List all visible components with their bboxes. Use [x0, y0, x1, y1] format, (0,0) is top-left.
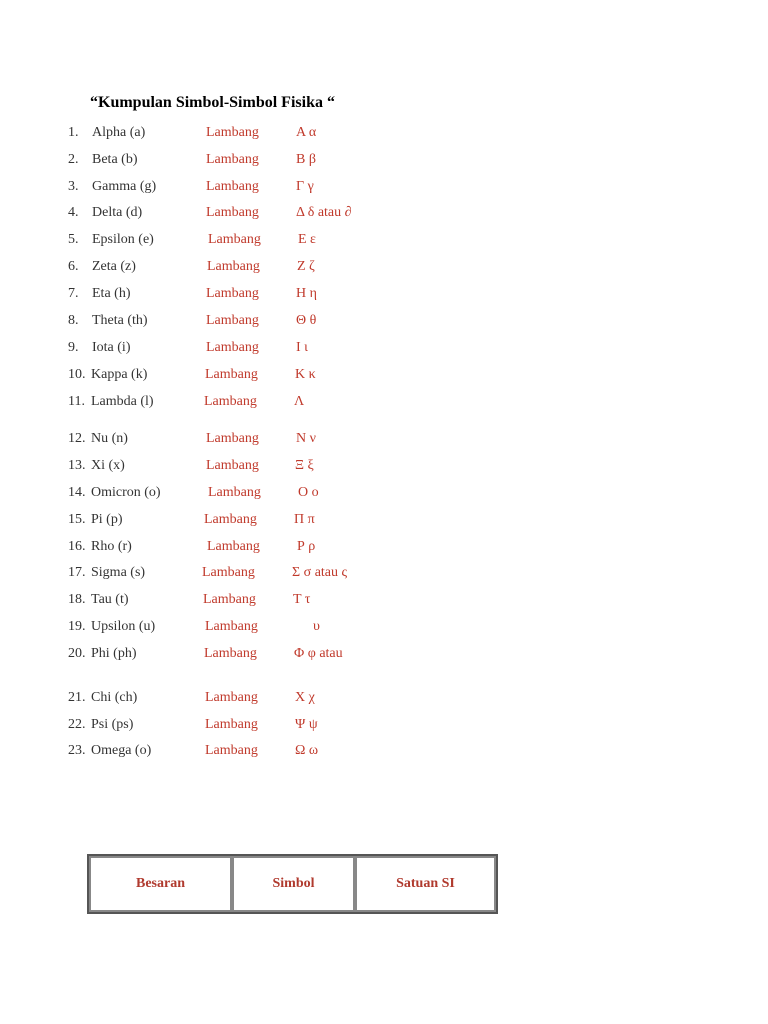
- lambang-label: Lambang: [204, 512, 257, 527]
- letter-name: Gamma (g): [92, 179, 157, 194]
- item-number: 10.: [68, 367, 86, 382]
- lambang-label: Lambang: [206, 458, 259, 473]
- item-number: 20.: [68, 646, 86, 661]
- letter-name: Xi (x): [91, 458, 125, 473]
- list-item: [0, 539, 500, 559]
- letter-name: Nu (n): [91, 431, 128, 446]
- item-number: 18.: [68, 592, 86, 607]
- page-title: “Kumpulan Simbol-Simbol Fisika “: [90, 94, 335, 111]
- greek-symbol: Ω ω: [295, 743, 319, 758]
- lambang-label: Lambang: [206, 340, 259, 355]
- letter-name: Phi (ph): [91, 646, 137, 661]
- letter-name: Chi (ch): [91, 690, 138, 705]
- item-number: 7.: [68, 286, 79, 301]
- item-number: 6.: [68, 259, 79, 274]
- lambang-label: Lambang: [204, 394, 257, 409]
- greek-symbol: Ξ ξ: [295, 458, 314, 473]
- item-number: 14.: [68, 485, 86, 500]
- item-number: 15.: [68, 512, 86, 527]
- list-item: [0, 458, 500, 478]
- greek-symbol: Λ: [294, 394, 305, 409]
- lambang-label: Lambang: [206, 313, 259, 328]
- letter-name: Omicron (o): [91, 485, 161, 500]
- item-number: 21.: [68, 690, 86, 705]
- greek-symbol: Χ χ: [295, 690, 315, 705]
- item-number: 4.: [68, 205, 79, 220]
- greek-symbol: Ι ι: [296, 340, 308, 355]
- list-item: [0, 394, 500, 414]
- list-item: [0, 232, 500, 252]
- greek-symbol: Β β: [296, 152, 316, 167]
- list-item: [0, 152, 500, 172]
- letter-name: Sigma (s): [91, 565, 146, 580]
- lambang-label: Lambang: [206, 205, 259, 220]
- list-item: [0, 431, 500, 451]
- item-number: 12.: [68, 431, 86, 446]
- list-item: [0, 367, 500, 387]
- greek-symbol: Η η: [296, 286, 317, 301]
- list-item: [0, 125, 500, 145]
- greek-symbol: Ρ ρ: [297, 539, 316, 554]
- item-number: 1.: [68, 125, 79, 140]
- greek-symbol: Ν ν: [296, 431, 316, 446]
- list-item: [0, 512, 500, 532]
- lambang-label: Lambang: [207, 259, 260, 274]
- letter-name: Upsilon (u): [91, 619, 156, 634]
- greek-symbol: Ε ε: [298, 232, 316, 247]
- list-item: [0, 485, 500, 505]
- lambang-label: Lambang: [207, 539, 260, 554]
- greek-symbol: Γ γ: [296, 179, 314, 194]
- letter-name: Eta (h): [92, 286, 131, 301]
- lambang-label: Lambang: [204, 646, 257, 661]
- lambang-label: Lambang: [205, 619, 258, 634]
- list-item: [0, 259, 500, 279]
- item-number: 16.: [68, 539, 86, 554]
- lambang-label: Lambang: [206, 179, 259, 194]
- si-units-table: [87, 854, 498, 914]
- letter-name: Epsilon (e): [92, 232, 154, 247]
- greek-symbol: Θ θ: [296, 313, 317, 328]
- column-header-besaran: Besaran: [89, 856, 232, 912]
- list-item: [0, 592, 500, 612]
- list-item: [0, 179, 500, 199]
- letter-name: Pi (p): [91, 512, 123, 527]
- letter-name: Psi (ps): [91, 717, 134, 732]
- letter-name: Kappa (k): [91, 367, 148, 382]
- greek-symbol: Φ φ atau: [294, 646, 343, 661]
- lambang-label: Lambang: [206, 152, 259, 167]
- lambang-label: Lambang: [208, 232, 261, 247]
- list-item: [0, 340, 500, 360]
- lambang-label: Lambang: [205, 367, 258, 382]
- item-number: 3.: [68, 179, 79, 194]
- lambang-label: Lambang: [208, 485, 261, 500]
- greek-symbol: Κ κ: [295, 367, 316, 382]
- lambang-label: Lambang: [206, 431, 259, 446]
- column-header-simbol: Simbol: [232, 856, 355, 912]
- list-item: [0, 565, 500, 585]
- letter-name: Lambda (l): [91, 394, 154, 409]
- greek-symbol: Π π: [294, 512, 315, 527]
- lambang-label: Lambang: [205, 690, 258, 705]
- greek-symbol: υ: [313, 619, 320, 634]
- letter-name: Rho (r): [91, 539, 132, 554]
- list-item: [0, 646, 500, 666]
- item-number: 17.: [68, 565, 86, 580]
- lambang-label: Lambang: [203, 592, 256, 607]
- item-number: 5.: [68, 232, 79, 247]
- list-item: [0, 313, 500, 333]
- list-item: [0, 205, 500, 225]
- item-number: 2.: [68, 152, 79, 167]
- greek-symbol: Ψ ψ: [295, 717, 318, 732]
- list-item: [0, 286, 500, 306]
- letter-name: Omega (o): [91, 743, 152, 758]
- item-number: 22.: [68, 717, 86, 732]
- lambang-label: Lambang: [205, 743, 258, 758]
- lambang-label: Lambang: [205, 717, 258, 732]
- table-header-row: [89, 856, 496, 912]
- lambang-label: Lambang: [206, 286, 259, 301]
- letter-name: Delta (d): [92, 205, 143, 220]
- list-item: [0, 717, 500, 737]
- letter-name: Theta (th): [92, 313, 148, 328]
- list-item: [0, 690, 500, 710]
- si-units-table-wrapper: [87, 854, 498, 914]
- letter-name: Iota (i): [92, 340, 131, 355]
- item-number: 11.: [68, 394, 85, 409]
- greek-symbol: Α α: [296, 125, 317, 140]
- greek-symbol: Σ σ atau ς: [292, 565, 348, 580]
- letter-name: Zeta (z): [92, 259, 136, 274]
- item-number: 19.: [68, 619, 86, 634]
- item-number: 23.: [68, 743, 86, 758]
- item-number: 13.: [68, 458, 86, 473]
- list-item: [0, 743, 500, 763]
- item-number: 9.: [68, 340, 79, 355]
- list-item: [0, 619, 500, 639]
- letter-name: Beta (b): [92, 152, 138, 167]
- item-number: 8.: [68, 313, 79, 328]
- column-header-satuan-si: Satuan SI: [355, 856, 496, 912]
- letter-name: Tau (t): [91, 592, 129, 607]
- greek-symbol: Δ δ atau ∂: [296, 205, 352, 220]
- greek-symbol: Ζ ζ: [297, 259, 315, 274]
- letter-name: Alpha (a): [92, 125, 146, 140]
- lambang-label: Lambang: [206, 125, 259, 140]
- greek-symbol: Τ τ: [293, 592, 311, 607]
- greek-symbol: Ο ο: [298, 485, 319, 500]
- lambang-label: Lambang: [202, 565, 255, 580]
